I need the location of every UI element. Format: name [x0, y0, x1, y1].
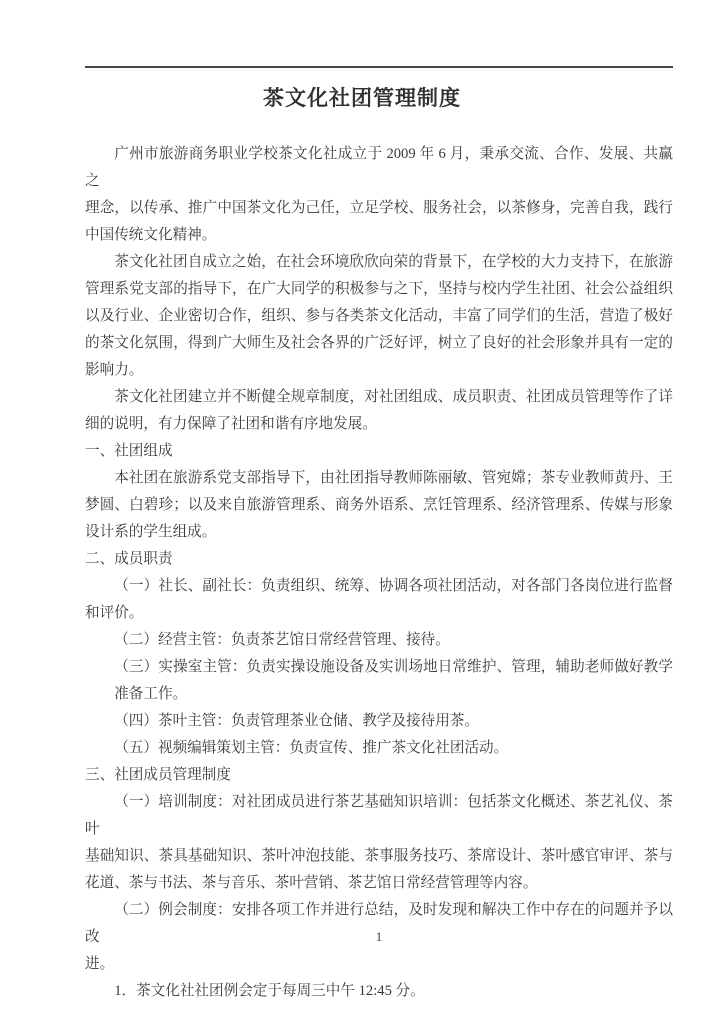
- text-line: （三）实操室主管：负责实操设施设备及实训场地日常维护、管理，辅助老师做好教学: [114, 659, 673, 675]
- text-line: 梦圆、白碧珍；以及来自旅游管理系、商务外语系、烹饪管理系、经济管理系、传媒与形象: [85, 497, 673, 513]
- text-line: 的茶文化氛围，得到广大师生及社会各界的广泛好评，树立了良好的社会形象并具有一定的: [85, 335, 673, 351]
- page-number: 1: [375, 930, 383, 944]
- text-line: （一）培训制度：对社团成员进行茶艺基础知识培训：包括茶文化概述、茶艺礼仪、茶叶: [85, 794, 673, 837]
- text-line: 花道、茶与书法、茶与音乐、茶叶营销、茶艺馆日常经营管理等内容。: [85, 875, 538, 891]
- text-line: 三、社团成员管理制度: [85, 767, 231, 783]
- header-rule: [85, 66, 673, 68]
- text-line: 设计系的学生组成。: [85, 524, 217, 540]
- text-line: 1．茶文化社社团例会定于每周三中午 12:45 分。: [114, 983, 425, 999]
- text-line: 和评价。: [85, 605, 144, 621]
- text-line: （二）经营主管：负责茶艺馆日常经营管理、接待。: [114, 632, 450, 648]
- text-line: （五）视频编辑策划主管：负责宣传、推广茶文化社团活动。: [114, 740, 509, 756]
- text-line: 进。: [85, 956, 115, 972]
- text-line: （一）社长、副社长：负责组织、统筹、协调各项社团活动，对各部门各岗位进行监督: [114, 578, 673, 594]
- document-body: [85, 141, 673, 1005]
- text-line: 准备工作。: [114, 686, 188, 702]
- text-line: 影响力。: [85, 362, 144, 378]
- text-line: 中国传统文化精神。: [85, 227, 217, 243]
- text-line: 管理系党支部的指导下，在广大同学的积极参与之下，坚持与校内学生社团、社会公益组织: [85, 281, 673, 297]
- text-line: 茶文化社团自成立之始，在社会环境欣欣向荣的背景下，在学校的大力支持下，在旅游: [114, 254, 673, 270]
- text-line: 本社团在旅游系党支部指导下，由社团指导教师陈丽敏、管宛嫦；茶专业教师黄丹、王: [114, 470, 673, 486]
- text-line: 理念，以传承、推广中国茶文化为己任，立足学校、服务社会，以茶修身，完善自我，践行: [85, 200, 673, 216]
- text-line: 茶文化社团建立并不断健全规章制度，对社团组成、成员职责、社团成员管理等作了详: [114, 389, 673, 405]
- document-title: 茶文化社团管理制度: [263, 86, 461, 110]
- text-line: （二）例会制度：安排各项工作并进行总结，及时发现和解决工作中存在的问题并予以改: [85, 902, 673, 945]
- text-line: （四）茶叶主管：负责管理茶业仓储、教学及接待用茶。: [114, 713, 480, 729]
- text-line: 一、社团组成: [85, 443, 173, 459]
- text-line: 细的说明，有力保障了社团和谐有序地发展。: [85, 416, 377, 432]
- text-line: 广州市旅游商务职业学校茶文化社成立于 2009 年 6 月，秉承交流、合作、发展、共赢之: [85, 146, 673, 189]
- text-line: 基础知识、茶具基础知识、茶叶冲泡技能、茶事服务技巧、茶席设计、茶叶感官审评、茶与: [85, 848, 673, 864]
- text-line: 以及行业、企业密切合作，组织、参与各类茶文化活动，丰富了同学们的生活，营造了极好: [85, 308, 673, 324]
- text-line: 二、成员职责: [85, 551, 173, 567]
